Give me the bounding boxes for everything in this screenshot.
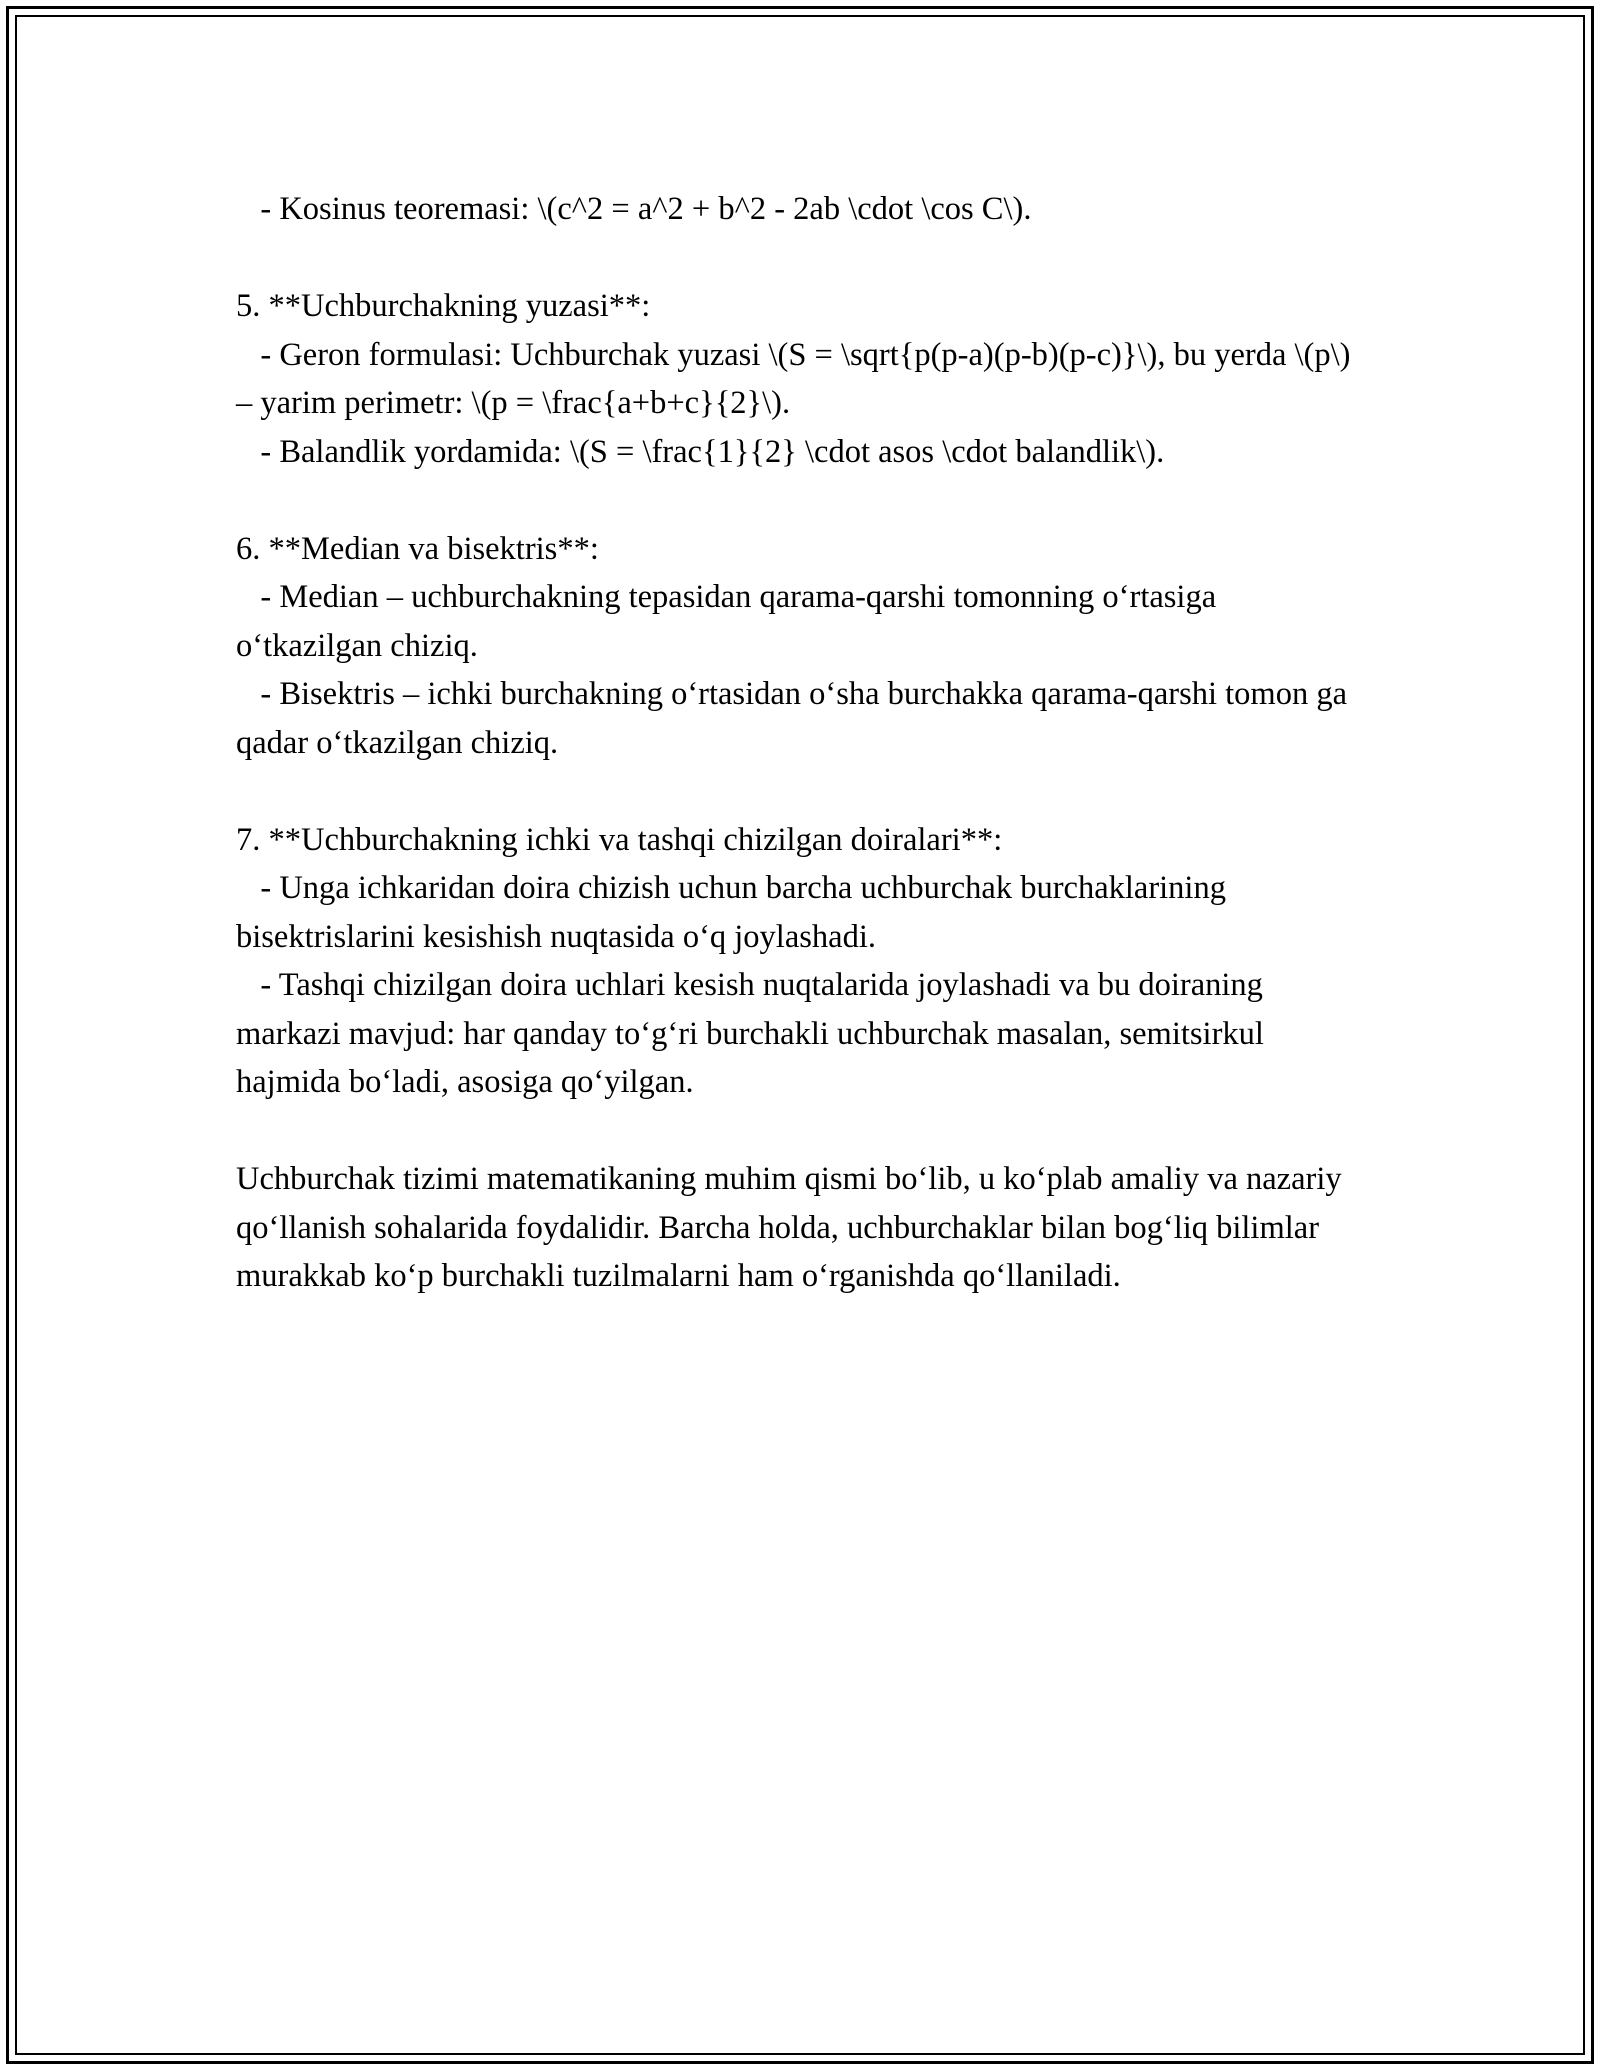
blank-line	[236, 234, 1366, 283]
circumcircle-item: - Tashqi chizilgan doira uchlari kesish nuqtalarida joylashadi va bu doiraning markazi mavjud: har qanday to‘g‘ri burchakli uchburchak masalan, semitsirkul hajmida bo‘ladi, asosiga qo‘yilgan.	[236, 967, 1273, 1100]
median-item: - Median – uchburchakning tepasidan qarama-qarshi tomonning o‘rtasiga o‘tkazilgan chiziq.	[236, 579, 1225, 664]
blank-line	[236, 767, 1366, 816]
section-7-heading: 7. **Uchburchakning ichki va tashqi chizilgan doiralari**:	[236, 821, 1003, 858]
section-6-heading: 6. **Median va bisektris**:	[236, 530, 599, 567]
document-body	[236, 185, 1366, 1301]
blank-line	[236, 476, 1366, 525]
heron-formula-item: - Geron formulasi: Uchburchak yuzasi \(S = \sqrt{p(p-a)(p-b)(p-c)}\), bu yerda \(p\) – yarim perimetr: \(p = \frac{a+b+c}{2}\).	[236, 336, 1359, 421]
conclusion-paragraph: Uchburchak tizimi matematikaning muhim qismi bo‘lib, u ko‘plab amaliy va nazariy qo‘llanish sohalarida foydalidir. Barcha holda, uchburchaklar bilan bog‘liq bilimlar murakkab ko‘p burchakli tuzilmalarni ham o‘rganishda qo‘llaniladi.	[236, 1161, 1350, 1294]
incircle-item: - Unga ichkaridan doira chizish uchun barcha uchburchak burchaklarining bisektrislarini kesishish nuqtasida o‘q joylashadi.	[236, 870, 1235, 955]
bisector-item: - Bisektris – ichki burchakning o‘rtasidan o‘sha burchakka qarama-qarshi tomon ga qadar o‘tkazilgan chiziq.	[236, 676, 1356, 761]
blank-line	[236, 1107, 1366, 1156]
cosine-theorem-line: - Kosinus teoremasi: \(c^2 = a^2 + b^2 - 2ab \cdot \cos C\).	[236, 191, 1032, 227]
section-5-heading: 5. **Uchburchakning yuzasi**:	[236, 288, 651, 324]
height-formula-item: - Balandlik yordamida: \(S = \frac{1}{2} \cdot asos \cdot balandlik\).	[236, 433, 1165, 470]
